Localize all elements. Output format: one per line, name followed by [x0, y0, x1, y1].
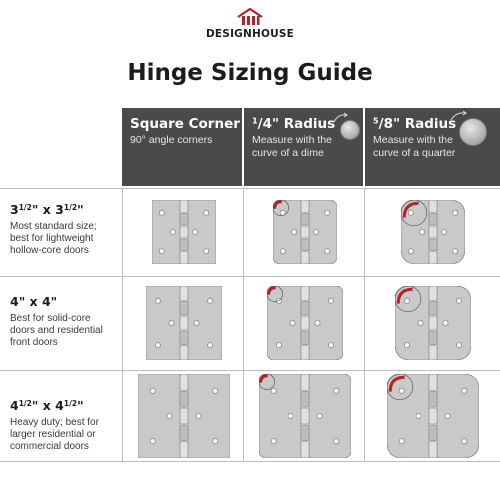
column-divider: [122, 188, 123, 462]
row-size-title: 4" x 4": [10, 294, 58, 309]
row-size-title: $3^{1/2}$" x $3^{1/2}$": [10, 202, 84, 217]
column-subtitle: Measure with the curve of a dime: [252, 134, 332, 159]
row-divider: [0, 188, 500, 189]
row-divider: [0, 276, 500, 277]
brand-logo: [0, 8, 500, 40]
hinge-five-eighths-row-1-image: [401, 200, 465, 264]
column-title: Square Corner: [130, 116, 240, 132]
curve-arrow-icon: [449, 110, 469, 122]
hinge-square-row-1-image: [152, 200, 216, 264]
brand-name: DESIGNHOUSE: [206, 28, 294, 40]
column-divider: [243, 188, 244, 462]
hinge-square-row-2-image: [146, 286, 222, 360]
curve-arrow-icon: [332, 112, 350, 124]
hinge-quarter-inch-row-3-image: [259, 374, 351, 458]
sizing-table: [0, 108, 500, 462]
hinge-five-eighths-row-3-image: [387, 374, 479, 458]
column-title: $^5$/8" Radius: [373, 115, 457, 132]
column-title: $^1$/4" Radius: [252, 115, 336, 132]
column-header-five-eighths-radius: [365, 108, 500, 186]
row-description: Most standard size; best for lightweight hollow-core doors: [10, 221, 97, 256]
row-divider: [0, 461, 500, 462]
column-subtitle: Measure with the curve of a quarter: [373, 134, 456, 159]
hinge-square-row-3-image: [138, 374, 230, 458]
column-subtitle: 90° angle corners: [130, 134, 213, 146]
row-description: Heavy duty; best for larger residential or commercial doors: [10, 417, 99, 452]
row-label-4: [0, 294, 122, 349]
quarter-coin-icon: [459, 118, 487, 146]
row-label-3-5: [0, 202, 122, 257]
row-divider: [0, 370, 500, 371]
column-header-quarter-inch-radius: [244, 108, 363, 186]
column-header-square-corner: [122, 108, 242, 186]
row-description: Best for solid-core doors and residential front doors: [10, 313, 103, 348]
page-title: Hinge Sizing Guide: [127, 60, 373, 86]
hinge-quarter-inch-row-2-image: [267, 286, 343, 360]
hinge-quarter-inch-row-1-image: [273, 200, 337, 264]
row-label-4-5: [0, 398, 122, 453]
column-divider: [364, 188, 365, 462]
house-dh-icon: [236, 8, 264, 26]
row-size-title: $4^{1/2}$" x $4^{1/2}$": [10, 398, 84, 413]
hinge-five-eighths-row-2-image: [395, 286, 471, 360]
